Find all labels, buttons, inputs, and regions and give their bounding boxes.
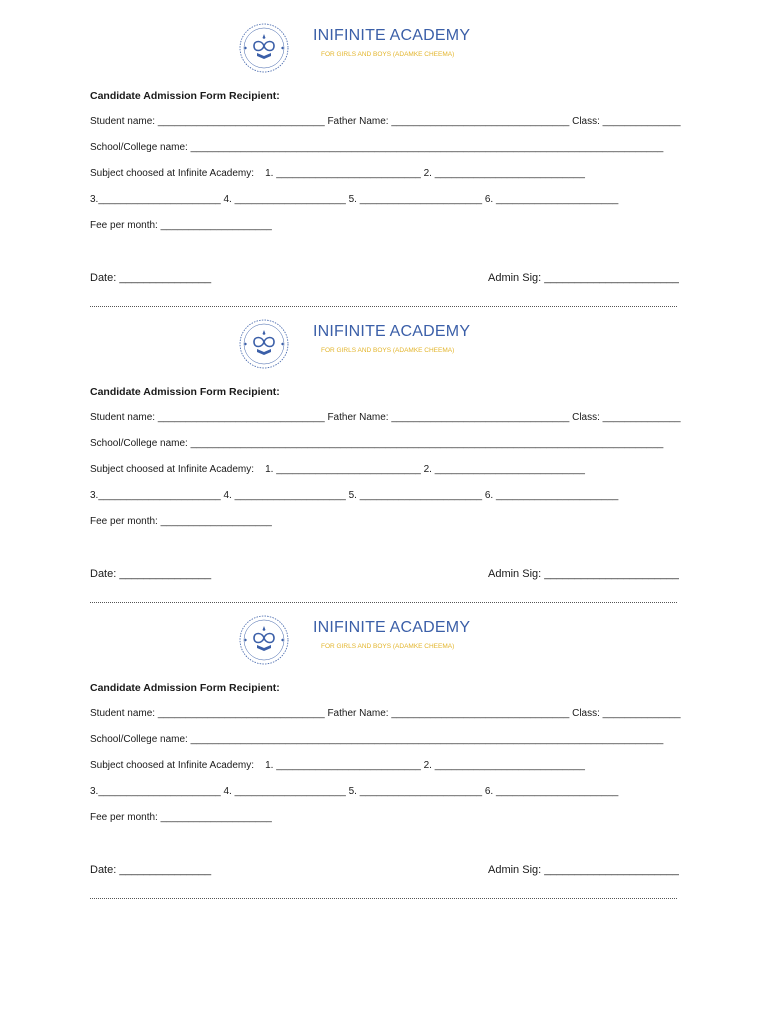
cut-line [90, 898, 677, 899]
academy-logo-icon [236, 614, 292, 666]
cut-line [90, 602, 677, 603]
brand-name: INIFINITE ACADEMY [313, 323, 471, 340]
admin-signature-line: Admin Sig: ______________________ [488, 864, 679, 876]
subjects-line-1: Subject choosed at Infinite Academy: 1. __________________________ 2. ___________________________ [90, 760, 585, 771]
admin-signature-line: Admin Sig: ______________________ [488, 272, 679, 284]
student-father-class-line: Student name: ______________________________ Father Name: ________________________________ Class: ______________ [90, 116, 681, 127]
subjects-line-2: 3.______________________ 4. ____________________ 5. ______________________ 6. ______________________ [90, 194, 619, 205]
subjects-line-1: Subject choosed at Infinite Academy: 1. __________________________ 2. ___________________________ [90, 168, 585, 179]
brand-tagline: FOR GIRLS AND BOYS (ADAMKE CHEEMA) [321, 643, 455, 650]
fee-per-month-line: Fee per month: ____________________ [90, 220, 272, 231]
form-title: Candidate Admission Form Recipient: [90, 386, 280, 398]
cut-line [90, 306, 677, 307]
fee-per-month-line: Fee per month: ____________________ [90, 516, 272, 527]
admission-slip-2 [0, 318, 768, 614]
subjects-line-1: Subject choosed at Infinite Academy: 1. __________________________ 2. ___________________________ [90, 464, 585, 475]
brand-name: INIFINITE ACADEMY [313, 27, 471, 44]
academy-logo-icon [236, 318, 292, 370]
student-father-class-line: Student name: ______________________________ Father Name: ________________________________ Class: ______________ [90, 708, 681, 719]
subjects-line-2: 3.______________________ 4. ____________________ 5. ______________________ 6. ______________________ [90, 786, 619, 797]
date-line: Date: _______________ [90, 272, 212, 284]
admission-slip-1 [0, 22, 768, 318]
admin-signature-line: Admin Sig: ______________________ [488, 568, 679, 580]
fee-per-month-line: Fee per month: ____________________ [90, 812, 272, 823]
brand-tagline: FOR GIRLS AND BOYS (ADAMKE CHEEMA) [321, 51, 455, 58]
school-college-line: School/College name: _____________________________________________________________________________________ [90, 142, 664, 153]
admission-slip-3 [0, 614, 768, 910]
form-title: Candidate Admission Form Recipient: [90, 90, 280, 102]
form-title: Candidate Admission Form Recipient: [90, 682, 280, 694]
school-college-line: School/College name: _____________________________________________________________________________________ [90, 438, 664, 449]
academy-logo-icon [236, 22, 292, 74]
subjects-line-2: 3.______________________ 4. ____________________ 5. ______________________ 6. ______________________ [90, 490, 619, 501]
student-father-class-line: Student name: ______________________________ Father Name: ________________________________ Class: ______________ [90, 412, 681, 423]
brand-name: INIFINITE ACADEMY [313, 619, 471, 636]
date-line: Date: _______________ [90, 568, 212, 580]
school-college-line: School/College name: _____________________________________________________________________________________ [90, 734, 664, 745]
brand-tagline: FOR GIRLS AND BOYS (ADAMKE CHEEMA) [321, 347, 455, 354]
date-line: Date: _______________ [90, 864, 212, 876]
